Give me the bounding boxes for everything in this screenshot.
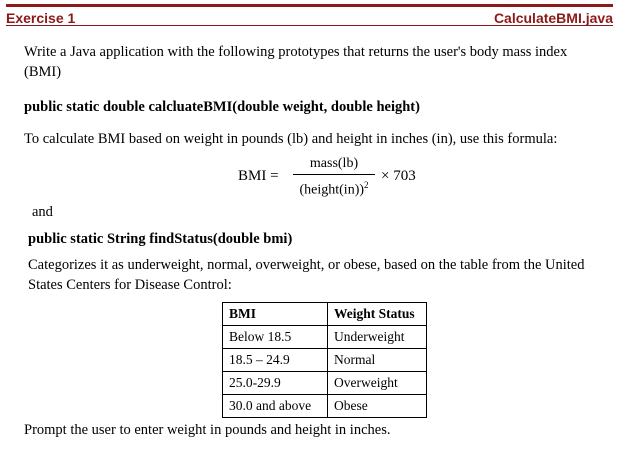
bmi-formula: [238, 155, 448, 201]
formula-denominator-wrap: [293, 175, 375, 201]
column-header-bmi: BMI: [223, 303, 328, 326]
file-name: CalculateBMI.java: [493, 10, 613, 26]
and-text: and: [32, 204, 53, 220]
table-header-row: [223, 303, 427, 326]
formula-intro: To calculate BMI based on weight in pounds (lb) and height in inches (in), use this formula:: [24, 131, 558, 147]
formula-denominator: (height(in)): [299, 182, 365, 198]
table-row: [223, 349, 427, 372]
table-cell: Obese: [328, 395, 427, 418]
table-cell: 30.0 and above: [223, 395, 328, 418]
table-row: [223, 372, 427, 395]
prompt-paragraph: Prompt the user to enter weight in pounds and height in inches.: [24, 422, 391, 438]
formula-lhs: BMI =: [238, 168, 279, 184]
table-cell: Normal: [328, 349, 427, 372]
prototype-find-status: public static String findStatus(double bmi): [28, 231, 293, 247]
categorize-paragraph: Categorizes it as underweight, normal, overweight, or obese, based on the table from the United States Centers for Disease Control:: [28, 257, 585, 293]
table-row: [223, 326, 427, 349]
prototype-calculate-bmi: public static double calcluateBMI(double weight, double height): [24, 99, 420, 115]
column-header-weight-status: Weight Status: [328, 303, 427, 326]
formula-fraction: [293, 155, 375, 201]
document-header: [6, 4, 613, 26]
table-cell: Below 18.5: [223, 326, 328, 349]
intro-paragraph: Write a Java application with the following prototypes that returns the user's body mass index (BMI): [24, 44, 568, 80]
table-row: [223, 395, 427, 418]
exercise-title: Exercise 1: [6, 10, 76, 26]
table-cell: Overweight: [328, 372, 427, 395]
formula-rhs: × 703: [381, 168, 416, 184]
table-cell: 18.5 – 24.9: [223, 349, 328, 372]
table-cell: Underweight: [328, 326, 427, 349]
bmi-status-table: [222, 302, 427, 418]
table-cell: 25.0-29.9: [223, 372, 328, 395]
formula-numerator: mass(lb): [293, 155, 375, 175]
formula-exponent: 2: [364, 180, 369, 190]
